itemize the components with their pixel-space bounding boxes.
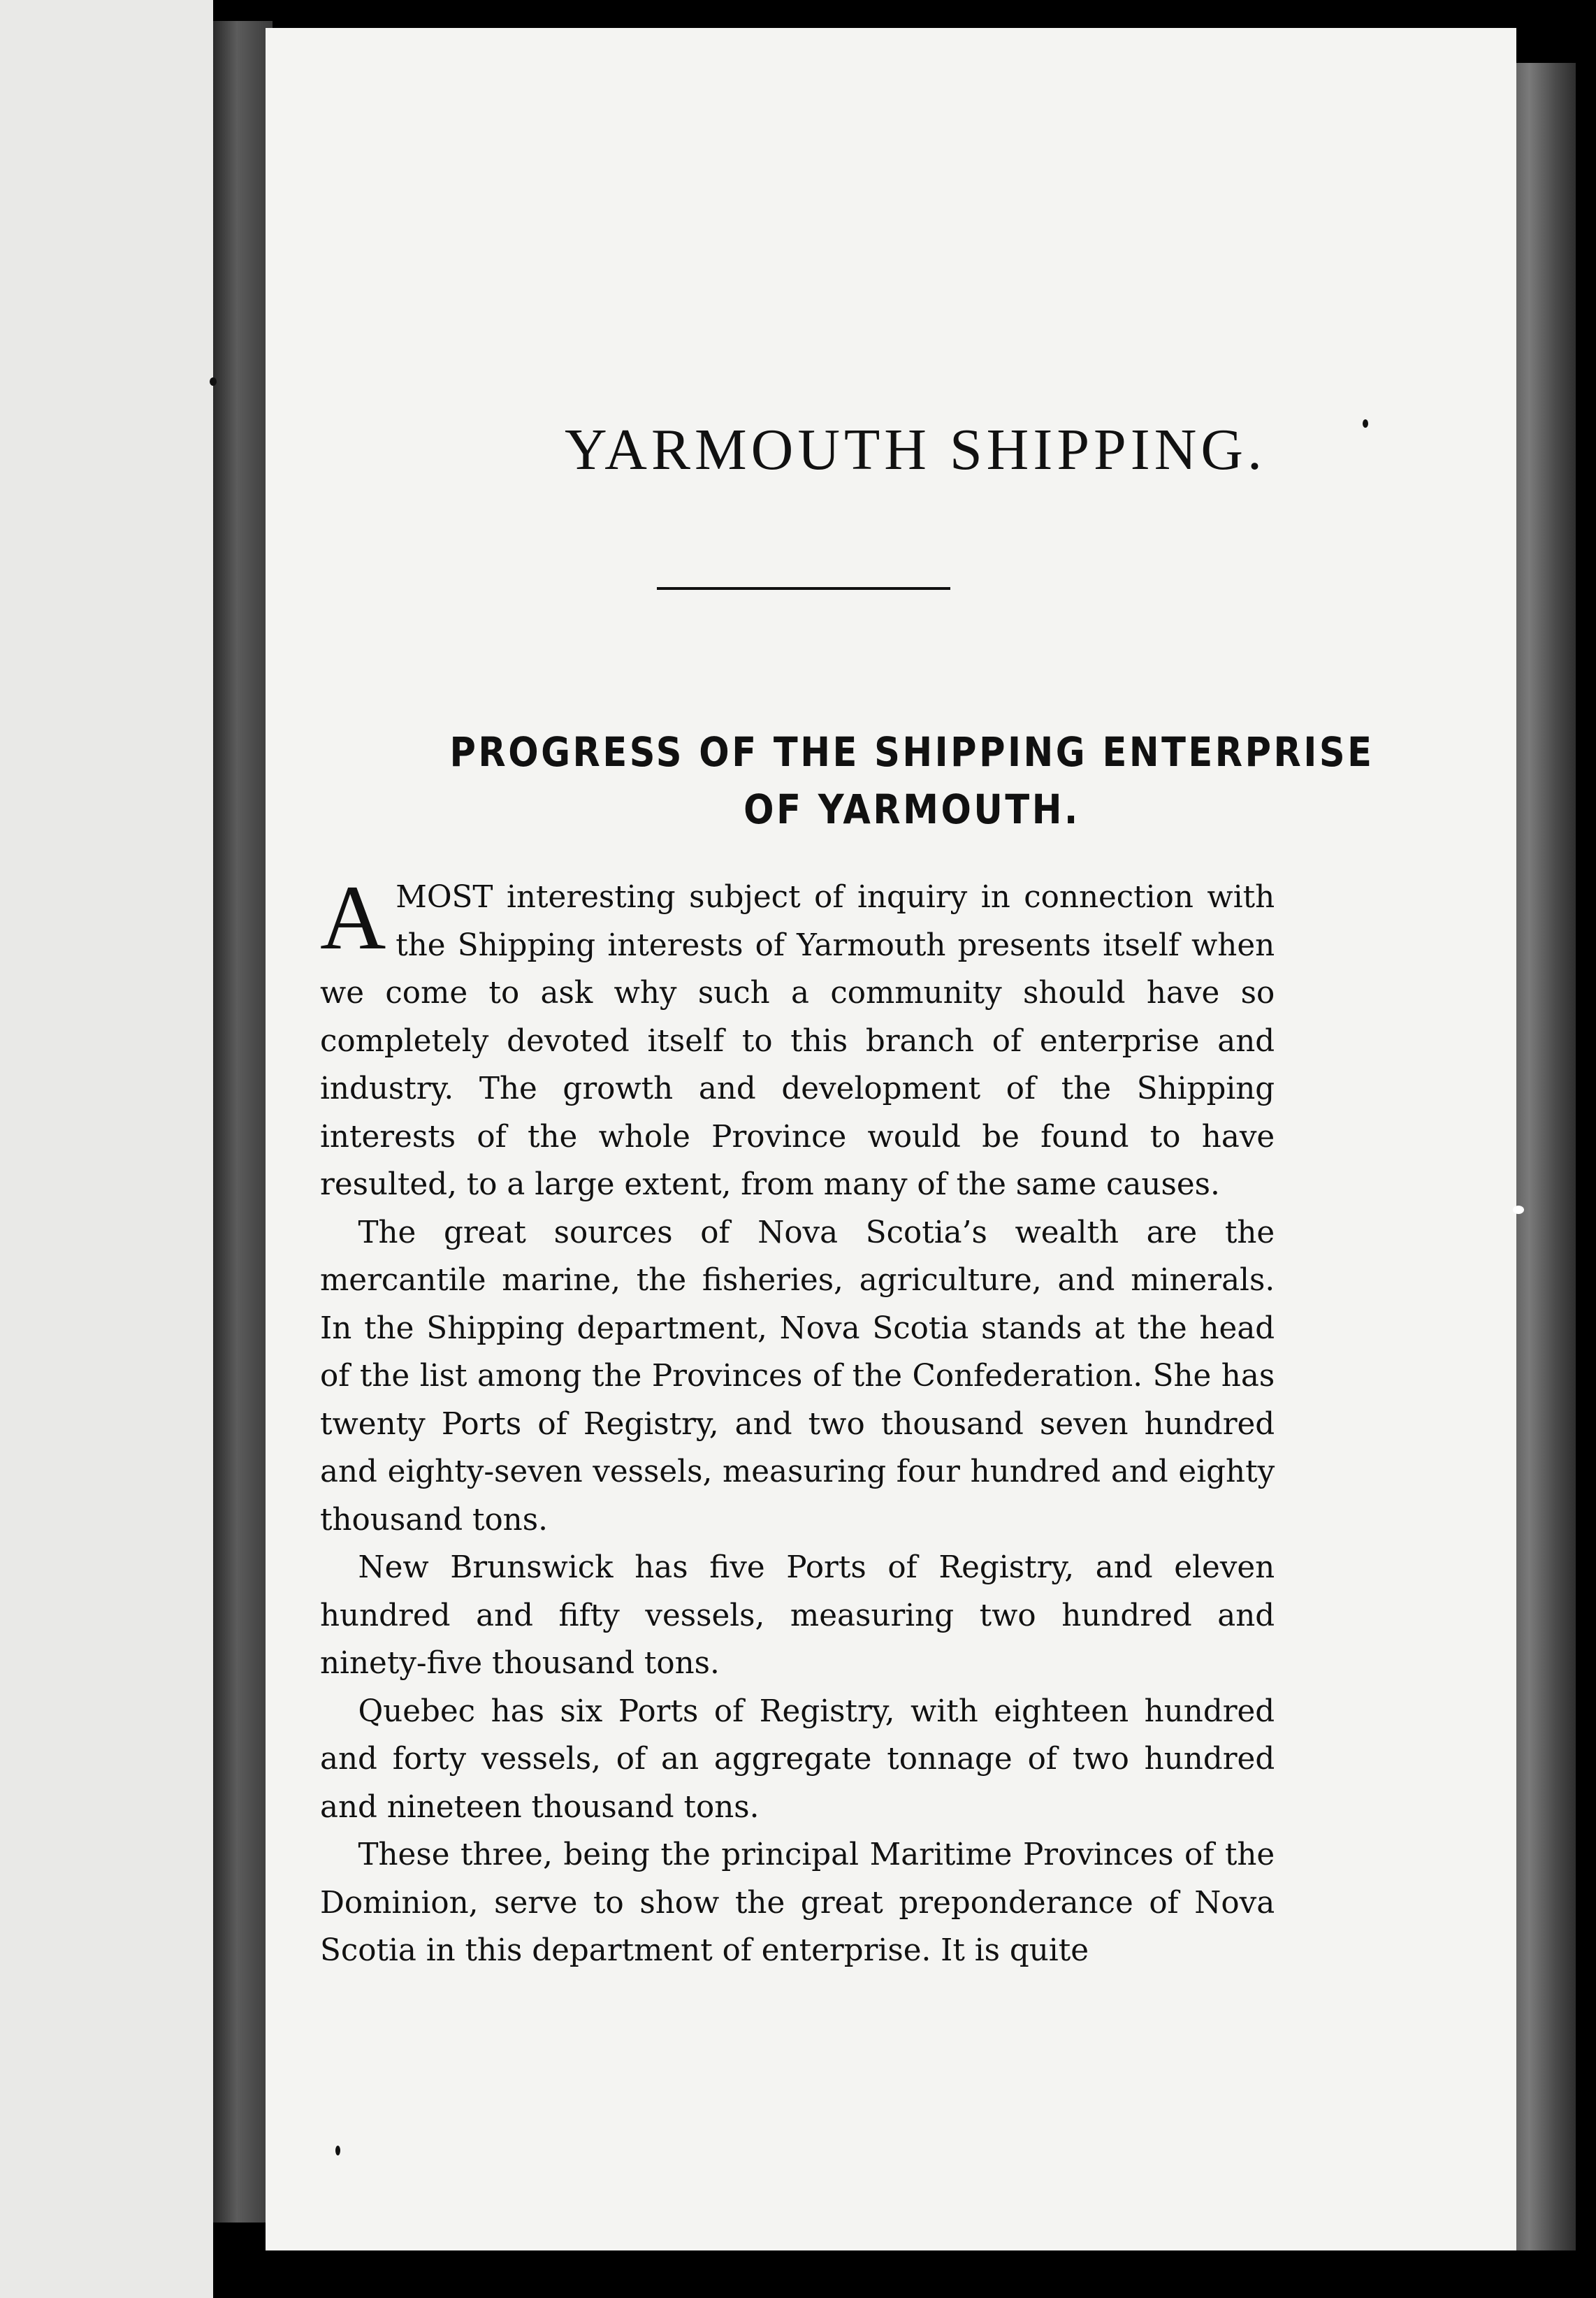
ink-speck bbox=[1513, 1206, 1524, 1214]
paragraph-1-text: interesting subject of inquiry in connection with the Shipping interests of Yarmouth presents itself when we come to ask why such a community should have so completely devoted itself to this branch of enterprise and industry. The growth and development of the Shipping interests of the whole Province would be found to have resulted, to a large extent, from many of the same causes. bbox=[320, 879, 1275, 1202]
book-page bbox=[266, 28, 1516, 2250]
lead-word: MOST bbox=[396, 879, 493, 915]
page-title: YARMOUTH SHIPPING. bbox=[564, 417, 1267, 482]
ink-speck bbox=[1363, 419, 1368, 428]
heading-line-2: OF YARMOUTH. bbox=[743, 786, 1080, 833]
ink-speck bbox=[210, 377, 217, 386]
section-heading bbox=[392, 723, 1431, 838]
paragraph-1 bbox=[320, 866, 1275, 1209]
drop-cap: A bbox=[320, 866, 386, 969]
paragraph-3: New Brunswick has five Ports of Registry, and eleven hundred and fifty vessels, measuring two hundred and ninety-five thousand tons. bbox=[320, 1549, 1275, 1681]
left-page-edge bbox=[0, 0, 213, 2298]
gutter-shadow bbox=[213, 21, 273, 2223]
title-divider bbox=[657, 587, 950, 590]
page-stack-edge bbox=[1509, 63, 1576, 2250]
heading-line-1: PROGRESS OF THE SHIPPING ENTERPRISE bbox=[449, 728, 1374, 776]
paragraph-4: Quebec has six Ports of Registry, with eighteen hundred and forty vessels, of an aggregate tonnage of two hundred and nineteen thousand tons. bbox=[320, 1693, 1275, 1825]
paragraph-2: The great sources of Nova Scotia’s wealth are the mercantile marine, the fisheries, agriculture, and minerals. In the Shipping department, Nova Scotia stands at the head of the list among the Provinces of the Confederation. She has twenty Ports of Registry, and two thousand seven hundred and eighty-seven vessels, measuring four hundred and eighty thousand tons. bbox=[320, 1214, 1275, 1538]
paragraph-5: These three, being the principal Maritime Provinces of the Dominion, serve to show the great preponderance of Nova Scotia in this department of enterprise. It is quite bbox=[320, 1837, 1275, 1968]
body-text bbox=[320, 866, 1275, 1975]
ink-speck bbox=[335, 2146, 340, 2155]
